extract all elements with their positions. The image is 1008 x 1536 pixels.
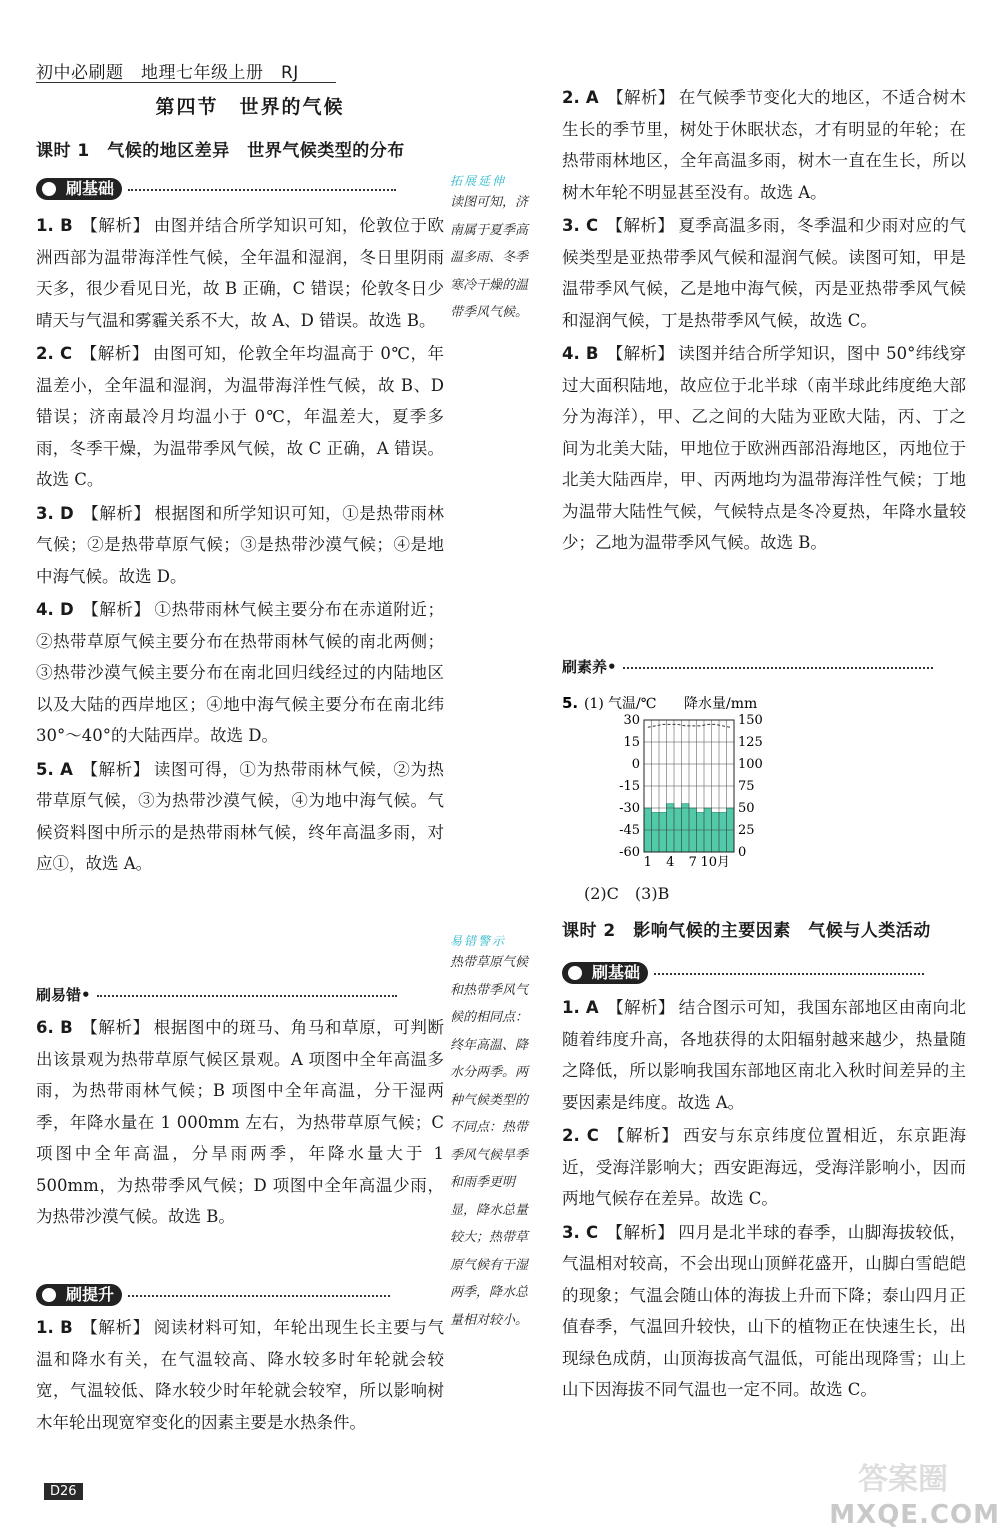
answer-number: 1. B <box>36 1318 73 1337</box>
right-tick-label: 100 <box>738 757 763 772</box>
left-tick-label: 30 <box>623 713 640 728</box>
precip-bar <box>697 812 705 852</box>
right-tick-label: 150 <box>738 713 763 728</box>
page-number: D26 <box>44 1483 83 1500</box>
temp-axis-label: 气温/℃ <box>608 696 657 712</box>
climate-chart <box>562 688 822 888</box>
badge-improve: 刷提升 <box>36 1284 122 1306</box>
note-title: 易错警示 <box>450 934 507 948</box>
answer-text: 四月是北半球的春季，山脚海拔较低，气温相对较高，不会出现山顶鲜花盛开，山脚白雪皑皑的现象；气温会随山体的海拔上升而下降；泰山四月正值春季，气温回升较快，山下的植物正在快速生长，出现绿色成荫，山顶海拔高气温低，可能出现降雪；山上山下因海拔不同气温也一定不同。故选 C。 <box>562 1222 967 1399</box>
right-tick-label: 0 <box>738 845 747 860</box>
improve-heading <box>36 1284 444 1306</box>
left-tick-label: -30 <box>619 801 640 816</box>
basic2-heading <box>562 962 966 984</box>
badge-basic: 刷基础 <box>36 178 122 200</box>
analysis-tag: 【解析】 <box>81 503 151 523</box>
left-tick-label: 0 <box>631 757 640 772</box>
answer-text: 根据图中的斑马、角马和草原，可判断出该景观为热带草原气候区景观。A 项图中全年高温多雨，为热带雨林气候；B 项图中全年高温，分干湿两季，年降水量在 1 000mm 左右，为热带草原气候；C 项图中全年高温，分旱雨两季，年降水量大于 1 500mm，为热带季风气候；D 项图中全年高温少雨，为热带沙漠气候。故选 B。 <box>36 1018 445 1226</box>
analysis-tag: 【解析】 <box>80 216 150 235</box>
lesson1-title: 课时 1 气候的地区差异 世界气候类型的分布 <box>36 141 405 161</box>
dotted-rule <box>128 1295 390 1297</box>
basic-heading <box>36 178 444 200</box>
answer-number: 3. C <box>562 216 599 235</box>
answer-text: 夏季高温多雨，冬季温和少雨对应的气候类型是亚热带季风气候和湿润气候。读图可知，甲是温带季风气候，乙是地中海气候，丙是亚热带季风气候和湿润气候，丁是热带季风气候，故选 C。 <box>562 216 967 330</box>
right-basic2-answers <box>562 992 966 1406</box>
left-tick-label: -45 <box>619 823 640 838</box>
side-note-warning <box>450 932 560 1334</box>
analysis-tag: 【解析】 <box>606 998 675 1017</box>
answer-item <box>36 1012 444 1233</box>
note-text: 读图可知，济 南属于夏季高 温多雨、冬季 寒冷干燥的温 带季风气候。 <box>450 195 529 320</box>
answer-number: 3. C <box>562 1222 599 1242</box>
x-tick-label: 10月 <box>700 855 731 870</box>
left-tick-label: 15 <box>623 735 640 750</box>
answer-item <box>562 1217 966 1406</box>
answer-number: 5. A <box>36 759 73 779</box>
q5-answers: (2)C (3)B <box>584 884 670 903</box>
analysis-tag: 【解析】 <box>606 88 675 107</box>
answer-text: 在气候季节变化大的地区，不适合树木生长的季节里，树处于休眠状态，才有明显的年轮；在热带雨林地区，全年高温多雨，树木一直在生长，所以树木年轮不明显甚至没有。故选 A。 <box>562 88 967 202</box>
answer-text: 结合图示可知，我国东部地区由南向北随着纬度升高，各地获得的太阳辐射越来越少，热量随之降低，所以影响我国东部地区南北入秋时间差异的主要因素是纬度。故选 A。 <box>562 998 967 1112</box>
easy-wrong-heading <box>36 984 444 1005</box>
analysis-tag: 【解析】 <box>80 1318 150 1337</box>
answer-text: 读图可得，①为热带雨林气候，②为热带草原气候，③为热带沙漠气候，④为地中海气候。气候资料图中所示的是热带雨林气候，终年高温多雨，对应①，故选 A。 <box>36 759 445 873</box>
analysis-tag: 【解析】 <box>80 344 149 363</box>
section-title: 第四节 世界的气候 <box>155 96 345 118</box>
answer-item <box>562 210 966 336</box>
answer-number: 4. D <box>36 600 74 619</box>
analysis-tag: 【解析】 <box>606 344 675 363</box>
answer-text: 读图并结合所学知识，图中 50°纬线穿过大面积陆地，故应位于北半球（南半球此纬度绝大部分为海洋），甲、乙之间的大陆为亚欧大陆，丙、丁之间为北美大陆，甲地位于欧洲西部沿海地区，丙地位于北美大陆西岸，甲、丙两地均为温带海洋性气候；丁地为温带大陆性气候，气候特点是冬冷夏热，年降水量较少；乙地为温带季风气候。故选 B。 <box>562 344 967 552</box>
dotted-rule <box>128 189 396 191</box>
watermark-text: 答案圈 <box>858 1462 948 1497</box>
answer-item <box>562 992 966 1118</box>
answer-item <box>36 1312 444 1438</box>
analysis-tag: 【解析】 <box>606 1126 680 1145</box>
answer-text: ①热带雨林气候主要分布在赤道附近；②热带草原气候主要分布在热带雨林气候的南北两侧；③热带沙漠气候主要分布在南北回归线经过的内陆地区以及大陆的西岸地区；④地中海气候主要分布在南北纬 30°～40°的大陆西岸。故选 D。 <box>36 600 444 745</box>
answer-number: 1. A <box>562 998 599 1017</box>
precip-bar <box>667 804 675 852</box>
dotted-rule <box>97 995 397 997</box>
answer-number: 6. B <box>36 1018 73 1037</box>
subsection-literacy: 刷素养• <box>562 658 617 676</box>
left-tick-label: -60 <box>619 845 640 860</box>
answer-number: 2. C <box>562 1126 599 1145</box>
side-note-extension <box>450 172 560 327</box>
left-basic-answers <box>36 210 444 880</box>
analysis-tag: 【解析】 <box>81 600 151 619</box>
answer-number: 1. B <box>36 216 73 235</box>
precip-axis-label: 降水量/mm <box>684 696 758 712</box>
right-tick-label: 50 <box>738 801 755 816</box>
left-wrong-answers <box>36 1012 444 1233</box>
precip-bar <box>682 804 690 852</box>
answer-text: 根据图和所学知识可知，①是热带雨林气候；②是热带草原气候；③是热带沙漠气候；④是地中海气候。故选 D。 <box>36 503 444 586</box>
analysis-tag: 【解析】 <box>80 1018 150 1037</box>
precip-bar <box>719 812 727 852</box>
answer-item <box>36 338 444 496</box>
left-tick-label: -15 <box>619 779 640 794</box>
precip-bar <box>712 812 720 852</box>
answer-item <box>562 82 966 208</box>
dotted-rule <box>654 973 924 975</box>
x-tick-label: 1 <box>643 855 652 870</box>
answer-text: 西安与东京纬度位置相近，东京距海近，受海洋影响大；西安距海远，受海洋影响小，因而两地气候存在差异。故选 C。 <box>562 1126 967 1208</box>
lesson2-title: 课时 2 影响气候的主要因素 气候与人类活动 <box>562 921 931 941</box>
x-tick-label: 4 <box>666 855 675 870</box>
right-tick-label: 125 <box>738 735 763 750</box>
answer-number: 2. C <box>36 344 73 363</box>
right-tick-label: 25 <box>738 823 755 838</box>
answer-item <box>36 594 444 752</box>
answer-text: 由图并结合所学知识可知，伦敦位于欧洲西部为温带海洋性气候，全年温和湿润，冬日里阴雨天多，很少看见日光，故 B 正确，C 错误；伦敦冬日少晴天与气温和雾霾关系不大，故 A、D 错误。故选 B。 <box>36 216 445 330</box>
q5-part1: (1) <box>584 696 604 712</box>
badge-basic: 刷基础 <box>562 962 648 984</box>
question-5-chart-block <box>562 688 966 903</box>
subsection-easy-wrong: 刷易错• <box>36 986 91 1004</box>
analysis-tag: 【解析】 <box>80 759 150 779</box>
answer-item <box>562 1120 966 1215</box>
note-title: 拓展延伸 <box>450 174 507 188</box>
x-tick-label: 7 <box>688 855 697 870</box>
left-improve-answers <box>36 1312 444 1438</box>
answer-text: 阅读材料可知，年轮出现生长主要与气温和降水有关，在气温较高、降水较多时年轮就会较宽，气温较低、降水较少时年轮就会较窄，所以影响树木年轮出现宽窄变化的因素主要是水热条件。 <box>36 1318 445 1432</box>
q5-number: 5. <box>562 694 579 712</box>
page-header: 初中必刷题 地理七年级上册 RJ <box>36 63 299 83</box>
analysis-tag: 【解析】 <box>606 1222 675 1242</box>
watermark: MXQE.COM <box>829 1500 1000 1530</box>
right-improve-answers <box>562 82 966 559</box>
literacy-heading <box>562 656 966 677</box>
header-divider <box>36 82 336 83</box>
right-tick-label: 75 <box>738 779 755 794</box>
analysis-tag: 【解析】 <box>606 216 675 235</box>
precip-bar <box>659 812 667 852</box>
answer-item <box>36 754 444 880</box>
note-text: 热带草原气候 和热带季风气 候的相同点： 终年高温、降 水分两季。两 种气候类型的 不同点：热带 季风气候旱季 和雨季更明 显，降水总量 较大；热带草 原气候有干湿 两季，降水总 量相对较小。 <box>450 955 529 1328</box>
answer-number: 3. D <box>36 503 74 523</box>
answer-number: 4. B <box>562 344 599 363</box>
answer-item <box>36 210 444 336</box>
precip-bar <box>652 812 660 852</box>
answer-number: 2. A <box>562 88 599 107</box>
answer-text: 由图可知，伦敦全年均温高于 0℃，年温差小，全年温和湿润，为温带海洋性气候，故 B、D 错误；济南最冷月均温小于 0℃，年温差大，夏季多雨，冬季干燥，为温带季风气候，故 C 正确，A 错误。故选 C。 <box>36 344 445 489</box>
answer-item <box>36 498 444 593</box>
answer-item <box>562 338 966 559</box>
dotted-rule <box>623 667 933 669</box>
